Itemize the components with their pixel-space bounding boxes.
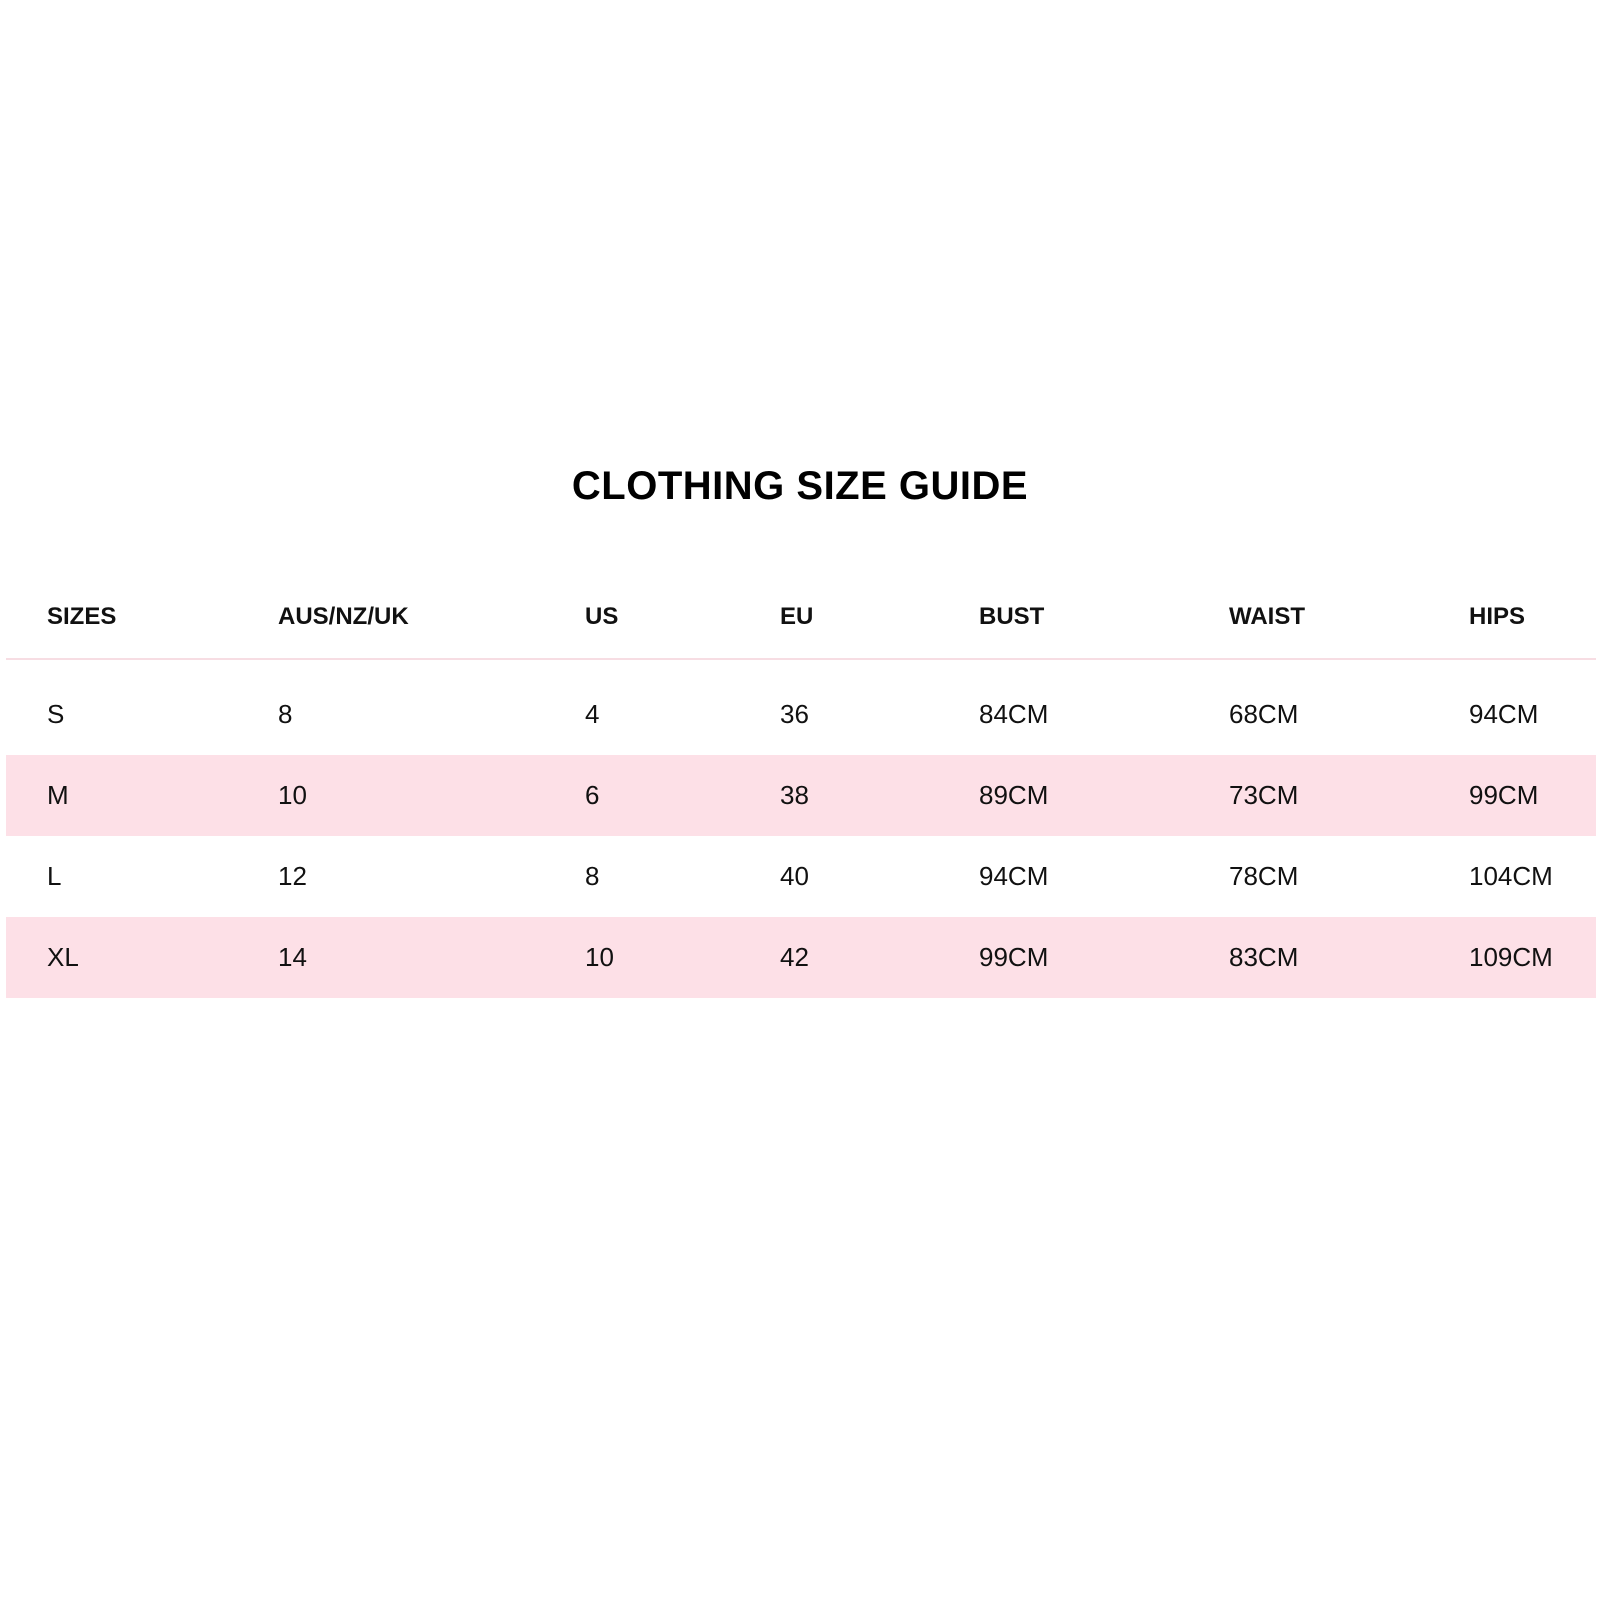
header-bust: BUST [979,603,1045,630]
cell-bust: 84CM [979,699,1049,729]
table-row [6,836,1596,917]
table-row [6,674,1596,755]
cell-aus-nz-uk: 14 [278,942,307,972]
cell-bust: 99CM [979,942,1049,972]
cell-aus-nz-uk: 8 [278,699,293,729]
header-eu: EU [780,603,814,630]
cell-eu: 36 [780,699,809,729]
cell-hips: 99CM [1469,780,1539,810]
cell-eu: 38 [780,780,809,810]
cell-us: 4 [585,699,600,729]
cell-us: 8 [585,861,600,891]
cell-bust: 94CM [979,861,1049,891]
cell-size: L [47,861,62,891]
cell-eu: 40 [780,861,809,891]
cell-size: S [47,699,65,729]
cell-aus-nz-uk: 10 [278,780,307,810]
cell-waist: 68CM [1229,699,1299,729]
cell-size: M [47,780,69,810]
header-aus-nz-uk: AUS/NZ/UK [278,603,409,630]
table-header-row [6,576,1596,660]
cell-waist: 73CM [1229,780,1299,810]
cell-waist: 83CM [1229,942,1299,972]
header-us: US [585,603,619,630]
cell-us: 10 [585,942,614,972]
header-hips: HIPS [1469,603,1526,630]
cell-waist: 78CM [1229,861,1299,891]
header-sizes: SIZES [47,603,117,630]
cell-eu: 42 [780,942,809,972]
cell-hips: 94CM [1469,699,1539,729]
table-row [6,755,1596,836]
cell-aus-nz-uk: 12 [278,861,307,891]
cell-hips: 104CM [1469,861,1553,891]
table-row [6,917,1596,998]
cell-us: 6 [585,780,600,810]
size-guide-table [6,576,1596,998]
cell-hips: 109CM [1469,942,1553,972]
cell-size: XL [47,942,79,972]
header-waist: WAIST [1229,603,1305,630]
page-title: CLOTHING SIZE GUIDE [571,464,1029,508]
cell-bust: 89CM [979,780,1049,810]
